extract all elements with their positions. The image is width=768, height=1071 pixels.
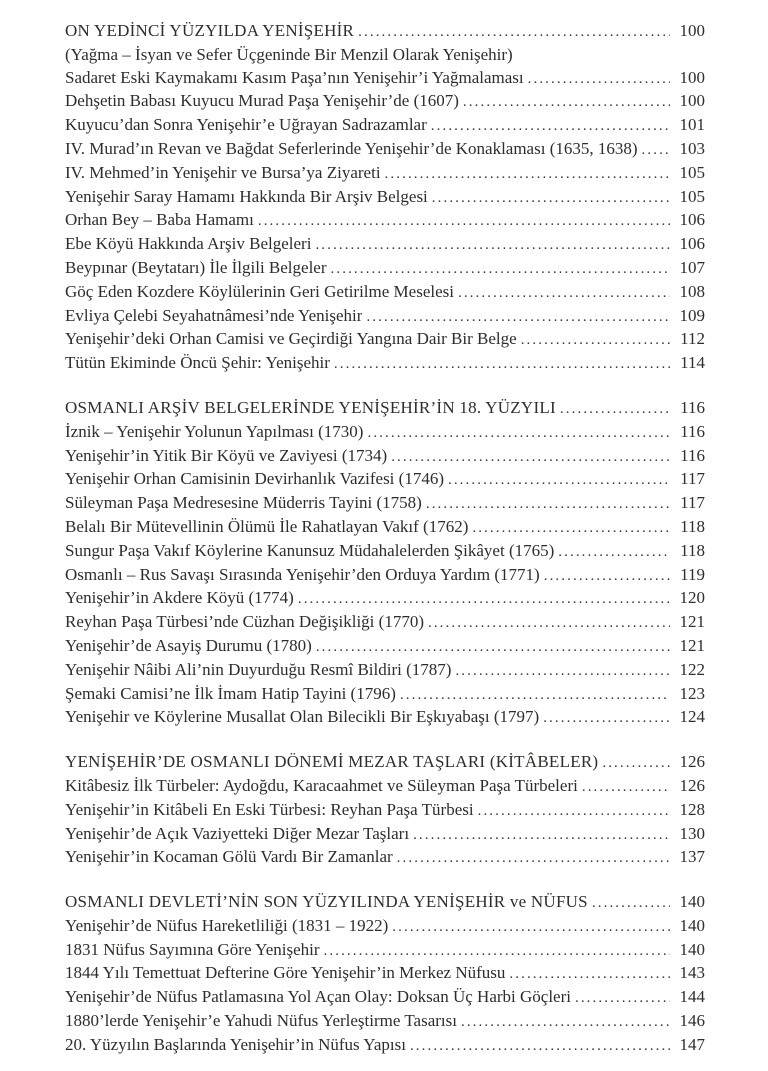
entry-title: Yenişehir’de Açık Vaziyetteki Diğer Mezar Taşları — [65, 823, 410, 843]
toc-entry — [65, 939, 705, 963]
page-number: 121 — [679, 635, 705, 655]
page-number: 114 — [680, 353, 705, 373]
page-number: 122 — [679, 659, 705, 679]
page-number: 126 — [679, 752, 705, 772]
dot-leader — [582, 775, 670, 799]
toc-entry — [65, 1010, 705, 1034]
toc-entry — [65, 659, 705, 683]
toc-entry — [65, 468, 705, 492]
toc-entry — [65, 587, 705, 611]
toc-section-1 — [65, 20, 705, 376]
toc-entry — [65, 706, 705, 730]
toc-entry — [65, 516, 705, 540]
dot-leader — [521, 328, 670, 352]
entry-title: 1844 Yılı Temettuat Defterine Göre Yenişehir’in Merkez Nüfusu — [65, 963, 506, 983]
toc-entry — [65, 90, 705, 114]
toc-entry — [65, 915, 705, 939]
page-number: 117 — [680, 469, 705, 489]
entry-title: Yenişehir ve Köylerine Musallat Olan Bilecikli Bir Eşkıyabaşı (1797) — [65, 707, 540, 727]
section-title: OSMANLI ARŞİV BELGELERİNDE YENİŞEHİR’İN 18. YÜZYILI — [65, 397, 556, 417]
toc-entry — [65, 186, 705, 210]
dot-leader — [410, 1034, 670, 1058]
entry-title: Şemaki Camisi’ne İlk İmam Hatip Tayini (1796) — [65, 683, 396, 703]
dot-leader — [461, 1010, 670, 1034]
dot-leader — [575, 986, 670, 1010]
entry-title: Yenişehir Nâibi Ali’nin Duyurduğu Resmî Bildiri (1787) — [65, 659, 452, 679]
toc-entry — [65, 67, 705, 91]
dot-leader — [472, 516, 670, 540]
toc-entry — [65, 1034, 705, 1058]
dot-leader — [258, 209, 670, 233]
toc-entry — [65, 775, 705, 799]
entry-title: Yenişehir’de Asayiş Durumu (1780) — [65, 635, 312, 655]
entry-title: Tütün Ekiminde Öncü Şehir: Yenişehir — [65, 353, 330, 373]
toc-entry — [65, 962, 705, 986]
toc-entry — [65, 209, 705, 233]
toc-entry — [65, 421, 705, 445]
page-number: 106 — [679, 234, 705, 254]
dot-leader — [367, 421, 670, 445]
entry-title: IV. Murad’ın Revan ve Bağdat Seferlerinde Yenişehir’de Konaklaması (1635, 1638) — [65, 138, 638, 158]
toc-entry — [65, 281, 705, 305]
toc-entry — [65, 823, 705, 847]
page-number: 121 — [679, 612, 705, 632]
page-number: 100 — [679, 21, 705, 40]
page-number: 144 — [679, 987, 705, 1007]
page-number: 106 — [679, 210, 705, 230]
entry-title: 1880’lerde Yenişehir’e Yahudi Nüfus Yerleştirme Tasarısı — [65, 1011, 457, 1031]
entry-title: Yenişehir’de Nüfus Hareketliliği (1831 – 1922) — [65, 915, 389, 935]
dot-leader — [528, 67, 670, 91]
page-number: 143 — [679, 963, 705, 983]
toc-section-header — [65, 891, 705, 915]
entry-title: Göç Eden Kozdere Köylülerinin Geri Getirilme Meselesi — [65, 281, 454, 301]
dot-leader — [458, 281, 670, 305]
toc-entry — [65, 352, 705, 376]
entry-title: Yenişehir’in Akdere Köyü (1774) — [65, 588, 294, 608]
page-number: 100 — [679, 91, 705, 111]
toc-entry — [65, 305, 705, 329]
toc-section-3 — [65, 751, 705, 870]
toc-entry — [65, 635, 705, 659]
entry-title: 20. Yüzyılın Başlarında Yenişehir’in Nüfus Yapısı — [65, 1034, 406, 1054]
entry-title: Kuyucu’dan Sonra Yenişehir’e Uğrayan Sadrazamlar — [65, 115, 427, 135]
entry-title: Yenişehir’in Kocaman Gölü Vardı Bir Zamanlar — [65, 847, 393, 867]
entry-title: (Yağma – İsyan ve Sefer Üçgeninde Bir Menzil Olarak Yenişehir) — [65, 44, 513, 64]
toc-entry — [65, 328, 705, 352]
toc-section-header — [65, 751, 705, 775]
entry-title: Reyhan Paşa Türbesi’nde Cüzhan Değişikliği (1770) — [65, 612, 424, 632]
page-number: 118 — [680, 540, 705, 560]
dot-leader — [448, 468, 670, 492]
entry-title: Evliya Çelebi Seyahatnâmesi’nde Yenişehir — [65, 305, 363, 325]
toc-entry — [65, 683, 705, 707]
entry-title: Sadaret Eski Kaymakamı Kasım Paşa’nın Yenişehir’i Yağmalaması — [65, 67, 524, 87]
entry-title: 1831 Nüfus Sayımına Göre Yenişehir — [65, 939, 320, 959]
dot-leader — [324, 939, 670, 963]
dot-leader — [602, 751, 670, 775]
section-title: ON YEDİNCİ YÜZYILDA YENİŞEHİR — [65, 21, 355, 40]
entry-title: Ebe Köyü Hakkında Arşiv Belgeleri — [65, 234, 312, 254]
toc-entry — [65, 233, 705, 257]
entry-title: Yenişehir Saray Hamamı Hakkında Bir Arşiv Belgesi — [65, 186, 428, 206]
dot-leader — [642, 138, 670, 162]
entry-title: Yenişehir’in Kitâbeli En Eski Türbesi: Reyhan Paşa Türbesi — [65, 799, 474, 819]
dot-leader — [426, 492, 670, 516]
page-number: 137 — [679, 847, 705, 867]
toc-entry — [65, 138, 705, 162]
page-number: 103 — [679, 138, 705, 158]
toc-section-4 — [65, 891, 705, 1058]
entry-title: Dehşetin Babası Kuyucu Murad Paşa Yenişehir’de (1607) — [65, 91, 459, 111]
entry-title: Beypınar (Beytatarı) İle İlgili Belgeler — [65, 257, 327, 277]
toc-entry — [65, 986, 705, 1010]
page-number: 101 — [679, 115, 705, 135]
toc-entry — [65, 564, 705, 588]
entry-title: Yenişehir’de Nüfus Patlamasına Yol Açan Olay: Doksan Üç Harbi Göçleri — [65, 987, 571, 1007]
dot-leader — [431, 114, 670, 138]
toc-entry — [65, 492, 705, 516]
page-number: 146 — [679, 1011, 705, 1031]
toc — [65, 20, 705, 1058]
page-number: 108 — [679, 281, 705, 301]
entry-title: Kitâbesiz İlk Türbeler: Aydoğdu, Karacaahmet ve Süleyman Paşa Türbeleri — [65, 775, 578, 795]
toc-entry — [65, 257, 705, 281]
entry-title: Orhan Bey – Baba Hamamı — [65, 210, 254, 230]
dot-leader — [358, 20, 670, 44]
dot-leader — [397, 846, 670, 870]
toc-section-header — [65, 20, 705, 44]
section-title: OSMANLI DEVLETİ’NİN SON YÜZYILINDA YENİŞEHİR ve NÜFUS — [65, 892, 588, 912]
page-number: 123 — [679, 683, 705, 703]
dot-leader — [478, 799, 670, 823]
dot-leader — [385, 162, 670, 186]
page-number: 128 — [679, 799, 705, 819]
toc-section-2 — [65, 397, 705, 730]
dot-leader — [334, 352, 670, 376]
dot-leader — [543, 706, 670, 730]
page-number: 100 — [679, 67, 705, 87]
dot-leader — [413, 823, 670, 847]
page-number: 140 — [679, 939, 705, 959]
dot-leader — [298, 587, 670, 611]
page-number: 112 — [680, 329, 705, 349]
dot-leader — [366, 305, 670, 329]
page-number: 130 — [679, 823, 705, 843]
entry-title: Yenişehir Orhan Camisinin Devirhanlık Vazifesi (1746) — [65, 469, 444, 489]
dot-leader — [455, 659, 670, 683]
page-number: 140 — [679, 892, 705, 912]
page-number: 105 — [679, 162, 705, 182]
toc-entry — [65, 44, 705, 67]
entry-title: Sungur Paşa Vakıf Köylerine Kanunsuz Müdahalelerden Şikâyet (1765) — [65, 540, 555, 560]
page-number: 118 — [680, 516, 705, 536]
dot-leader — [560, 397, 670, 421]
entry-title: İznik – Yenişehir Yolunun Yapılması (1730) — [65, 421, 364, 441]
dot-leader — [432, 186, 670, 210]
entry-title: IV. Mehmed’in Yenişehir ve Bursa’ya Ziyareti — [65, 162, 381, 182]
toc-entry — [65, 846, 705, 870]
toc-entry — [65, 540, 705, 564]
dot-leader — [544, 564, 670, 588]
entry-title: Osmanlı – Rus Savaşı Sırasında Yenişehir’den Orduya Yardım (1771) — [65, 564, 540, 584]
dot-leader — [592, 891, 670, 915]
toc-entry — [65, 611, 705, 635]
dot-leader — [392, 915, 670, 939]
dot-leader — [315, 233, 670, 257]
toc-entry — [65, 799, 705, 823]
dot-leader — [316, 635, 670, 659]
page-number: 119 — [680, 564, 705, 584]
page-number: 116 — [680, 445, 705, 465]
toc-entry — [65, 162, 705, 186]
dot-leader — [391, 445, 670, 469]
dot-leader — [331, 257, 670, 281]
entry-title: Süleyman Paşa Medresesine Müderris Tayini (1758) — [65, 493, 422, 513]
page-number: 107 — [679, 257, 705, 277]
toc-section-header — [65, 397, 705, 421]
page-number: 105 — [679, 186, 705, 206]
page-number: 120 — [679, 588, 705, 608]
dot-leader — [509, 962, 670, 986]
entry-title: Yenişehir’in Yitik Bir Köyü ve Zaviyesi (1734) — [65, 445, 388, 465]
page-number: 117 — [680, 493, 705, 513]
toc-entry — [65, 114, 705, 138]
dot-leader — [558, 540, 670, 564]
page-number: 124 — [679, 707, 705, 727]
section-title: YENİŞEHİR’DE OSMANLI DÖNEMİ MEZAR TAŞLARI (KİTÂBELER) — [65, 752, 599, 772]
entry-title: Yenişehir’deki Orhan Camisi ve Geçirdiği Yangına Dair Bir Belge — [65, 329, 517, 349]
page-number: 116 — [680, 397, 705, 417]
page-number: 109 — [679, 305, 705, 325]
page-number: 140 — [679, 915, 705, 935]
page-number: 147 — [679, 1034, 705, 1054]
dot-leader — [400, 683, 670, 707]
dot-leader — [463, 90, 670, 114]
page-number: 126 — [679, 775, 705, 795]
dot-leader — [428, 611, 670, 635]
toc-entry — [65, 445, 705, 469]
page-number: 116 — [680, 421, 705, 441]
entry-title: Belalı Bir Mütevellinin Ölümü İle Rahatlayan Vakıf (1762) — [65, 516, 469, 536]
